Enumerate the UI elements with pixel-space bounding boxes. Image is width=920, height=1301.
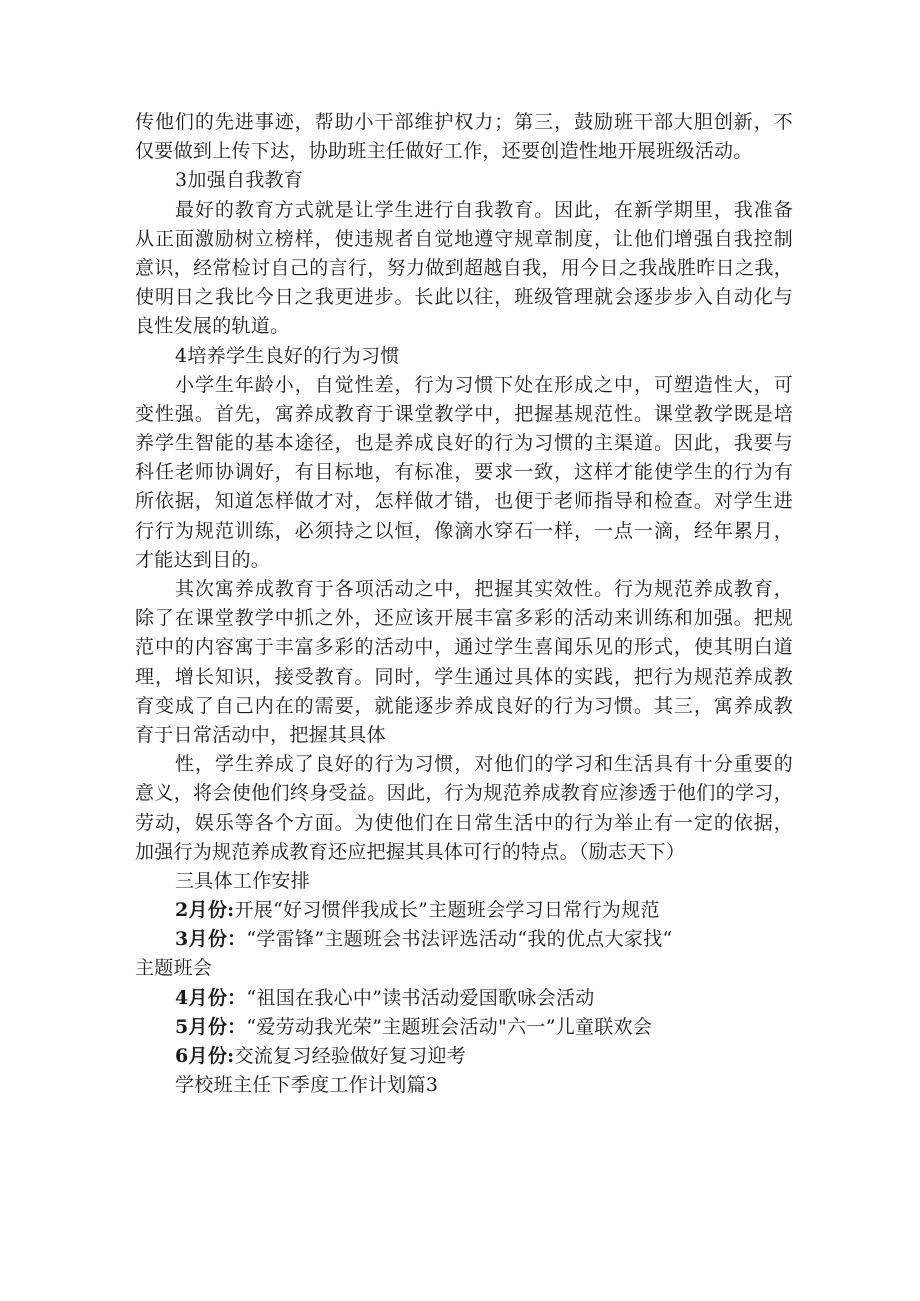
text-line: 科任老师协调好，有目标地，有标准，要求一致，这样才能使学生的行为有 <box>135 461 793 484</box>
schedule-month: 2月份: <box>175 899 235 922</box>
text-line: 除了在课堂教学中抓之外，还应该开展丰富多彩的活动来训练和加强。把规 <box>135 607 793 630</box>
paragraph-last-line: 主题班会 <box>135 957 213 980</box>
paragraph-last-line: 才能达到目的。 <box>135 548 271 571</box>
schedule-description: “学雷锋”主题班会书法评选活动“我的优点大家找“ <box>246 928 673 951</box>
section-heading: 三具体工作安排 <box>175 869 311 892</box>
schedule-month: 4月份： <box>175 986 247 1009</box>
paragraph-last-line: 育于日常活动中，把握其具体 <box>135 723 386 746</box>
paragraph-first-line: 性，学生养成了良好的行为习惯，对他们的学习和生活具有十分重要的 <box>175 753 793 776</box>
text-line: 变性强。首先，寓养成教育于课堂教学中，把握基规范性。课堂教学既是培 <box>135 402 793 425</box>
text-line: 意义，将会使他们终身受益。因此，行为规范养成教育应渗透于他们的学习， <box>135 782 793 805</box>
schedule-item <box>135 984 793 1013</box>
schedule-description: 交流复习经验做好复习迎考 <box>234 1045 467 1067</box>
schedule-month: 3月份： <box>175 928 247 951</box>
text-line: 养学生智能的基本途径，也是养成良好的行为习惯的主渠道。因此，我要与 <box>135 432 793 455</box>
text-line: 意识，经常检讨自己的言行，努力做到超越自我，用今日之我战胜昨日之我， <box>135 256 793 279</box>
paragraph-last-line: 良性发展的轨道。 <box>135 315 290 338</box>
text-line: 传他们的先进事迹，帮助小干部维护权力；第三，鼓励班干部大胆创新，不 <box>135 111 793 133</box>
text-line: 所依据，知道怎样做才对，怎样做才错，也便于老师指导和检查。对学生进 <box>135 490 793 513</box>
document-body <box>135 108 793 1100</box>
text-line: 育变成了自己内在的需要，就能逐步养成良好的行为习惯。其三，寓养成教 <box>135 694 793 717</box>
text-line: 劳动，娱乐等各个方面。为使他们在日常生活中的行为举止有一定的依据， <box>135 811 793 834</box>
text-line: 从正面激励树立榜样，使违规者自觉地遵守规章制度，让他们增强自我控制 <box>135 227 793 250</box>
section-heading: 4培养学生良好的行为习惯 <box>175 344 400 367</box>
schedule-item <box>135 925 793 954</box>
text-line: 行行为规范训练，必须持之以恒，像滴水穿石一样，一点一滴，经年累月， <box>135 519 793 542</box>
schedule-description: 开展“好习惯伴我成长”主题班会学习日常行为规范 <box>234 899 660 922</box>
schedule-description: “祖国在我心中”读书活动爱国歌咏会活动 <box>246 986 595 1009</box>
schedule-description: “爱劳动我光荣”主题班会活动"六一”儿童联欢会 <box>246 1015 653 1038</box>
text-line: 范中的内容寓于丰富多彩的活动中，通过学生喜闻乐见的形式，使其明白道 <box>135 636 793 659</box>
paragraph-first-line: 小学生年龄小，自觉性差，行为习惯下处在形成之中，可塑造性大，可 <box>175 373 793 396</box>
text-line: 使明日之我比今日之我更进步。长此以往，班级管理就会逐步步入自动化与 <box>135 286 793 309</box>
paragraph-first-line: 其次寓养成教育于各项活动之中，把握其实效性。行为规范养成教育， <box>175 578 793 600</box>
schedule-item <box>135 1042 793 1071</box>
section-heading: 3加强自我教育 <box>175 169 304 192</box>
schedule-month: 6月份: <box>175 1045 235 1067</box>
schedule-item <box>135 896 793 925</box>
schedule-item <box>135 1013 793 1042</box>
paragraph-last-line: 仅要做到上传下达，协助班主任做好工作，还要创造性地开展班级活动。 <box>135 140 753 163</box>
text-line: 理，增长知识，接受教育。同时，学生通过具体的实践，把行为规范养成教 <box>135 665 793 688</box>
schedule-month: 5月份： <box>175 1015 247 1038</box>
section-heading: 学校班主任下季度工作计划篇3 <box>175 1074 439 1097</box>
paragraph-first-line: 最好的教育方式就是让学生进行自我教育。因此，在新学期里，我准备 <box>175 198 793 221</box>
paragraph-last-line: 加强行为规范养成教育还应把握其具体可行的特点。（励志天下） <box>135 840 686 863</box>
